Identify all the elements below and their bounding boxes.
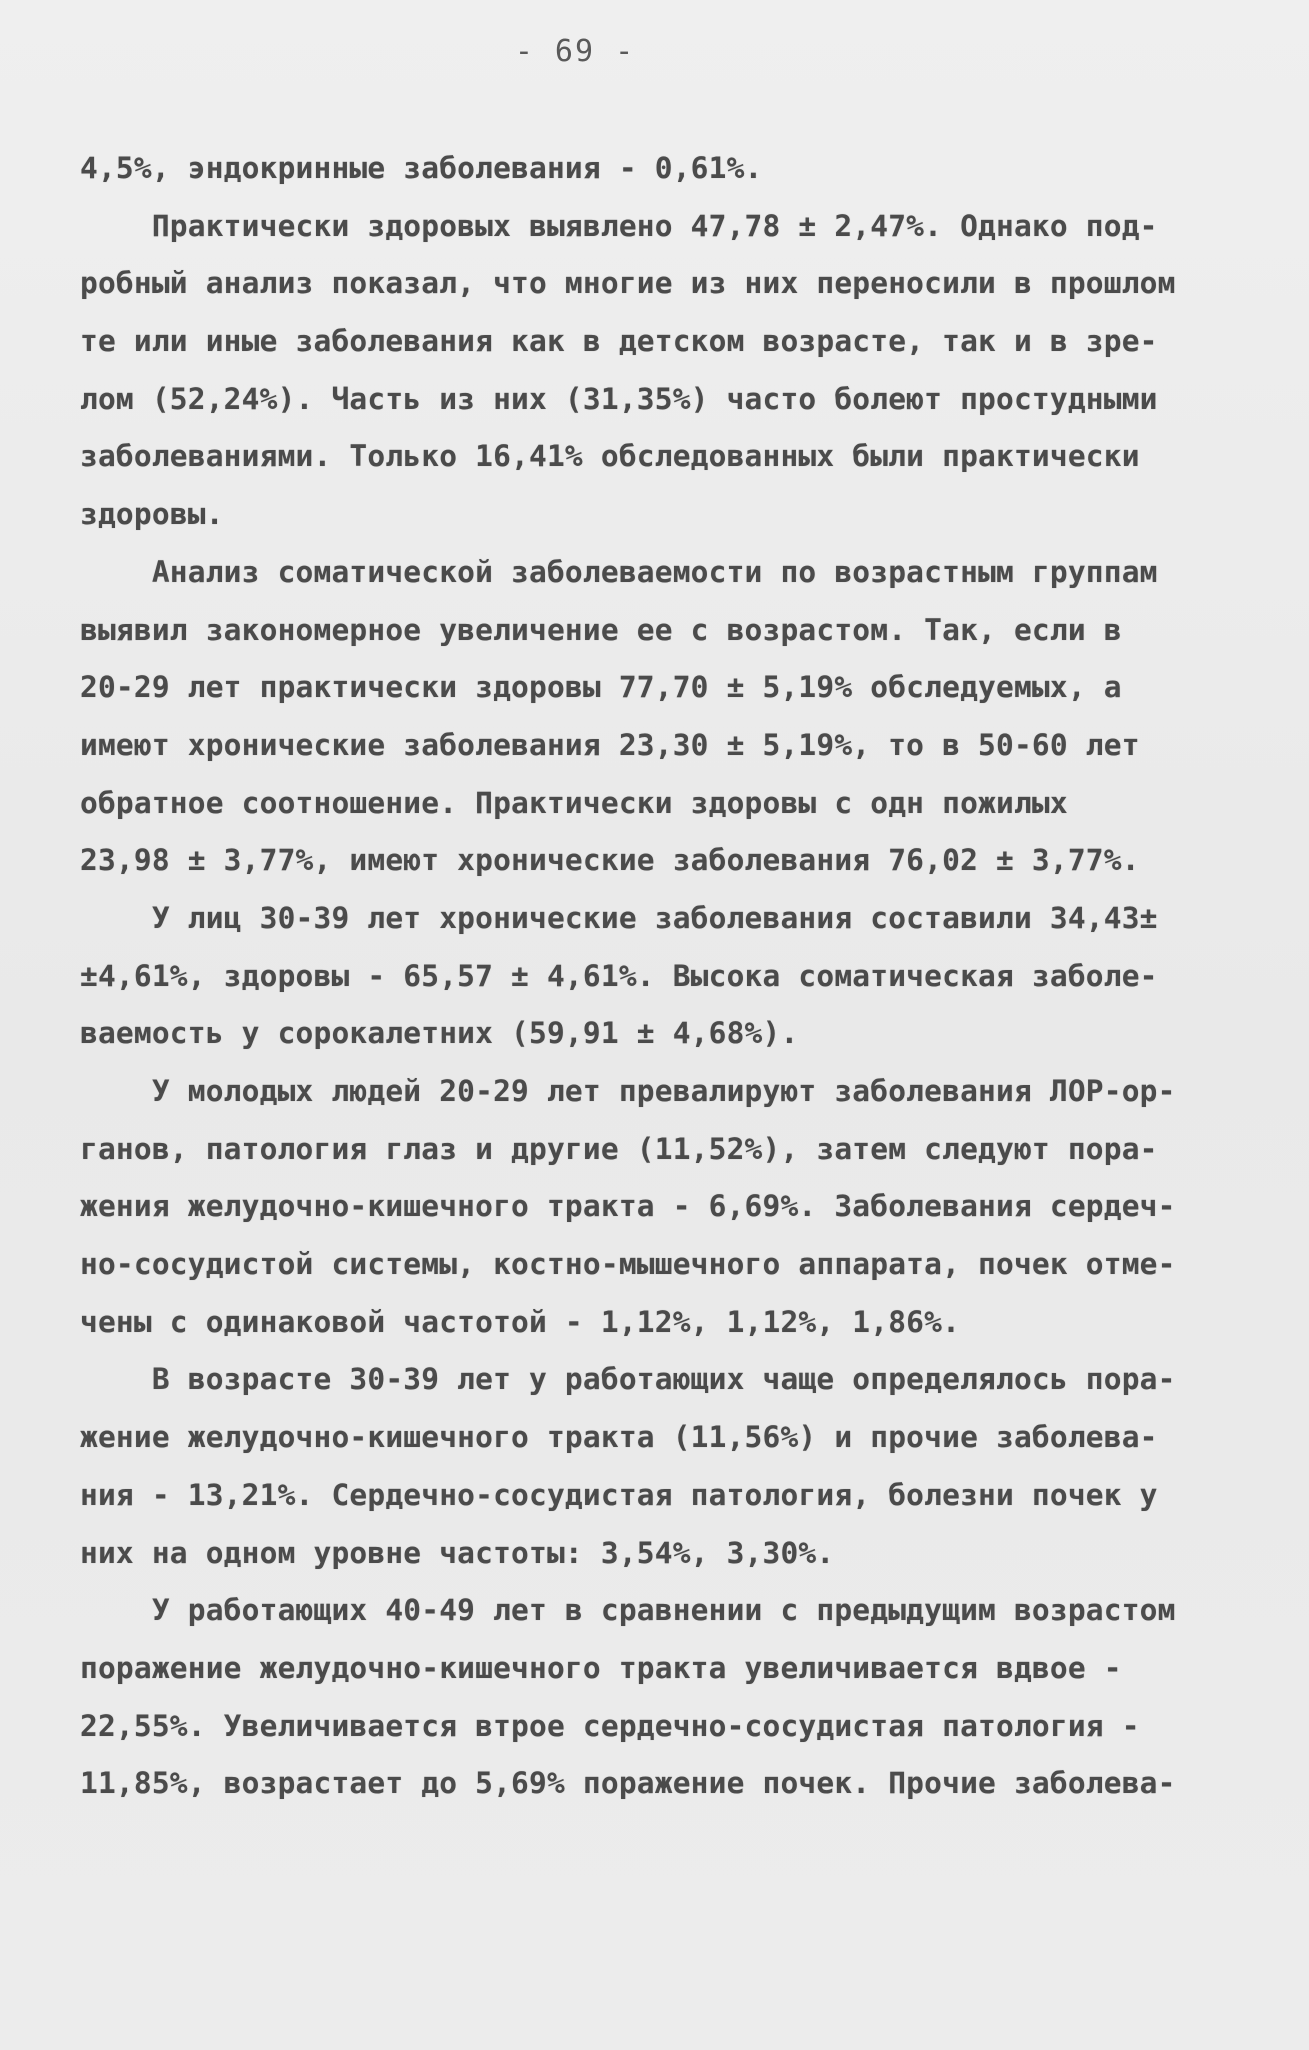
text-line: У молодых людей 20-29 лет превалируют заболевания ЛОР-ор- <box>80 1074 1176 1108</box>
text-line: 4,5%, эндокринные заболевания - 0,61%. <box>80 151 763 185</box>
text-line: ния - 13,21%. Сердечно-сосудистая патология, болезни почек у <box>80 1477 1158 1512</box>
text-line: робный анализ показал, что многие из них переносили в прошлом <box>80 266 1176 301</box>
text-line: но-сосудистой системы, костно-мышечного аппарата, почек отме- <box>80 1247 1176 1282</box>
text-line: ганов, патология глаз и другие (11,52%), затем следуют пора- <box>80 1131 1158 1166</box>
text-line: 20-29 лет практически здоровы 77,70 ± 5,19% обследуемых, а <box>80 670 1122 705</box>
text-line: лом (52,24%). Часть из них (31,35%) часто болеют простудными <box>80 381 1158 416</box>
text-line: У лиц 30-39 лет хронические заболевания составили 34,43± <box>80 900 1158 935</box>
text-line: поражение желудочно-кишечного тракта увеличивается вдвое - <box>80 1650 1122 1685</box>
text-line: жение желудочно-кишечного тракта (11,56%) и прочие заболева- <box>80 1420 1158 1455</box>
text-line: В возрасте 30-39 лет у работающих чаще определялось пора- <box>80 1362 1176 1397</box>
text-line: Практически здоровых выявлено 47,78 ± 2,47%. Однако под- <box>80 208 1158 243</box>
text-line: обратное соотношение. Практически здоровы с одн пожилых <box>80 785 1068 820</box>
text-line: У работающих 40-49 лет в сравнении с предыдущим возрастом <box>80 1593 1176 1628</box>
text-line: жения желудочно-кишечного тракта - 6,69%. Заболевания сердеч- <box>80 1189 1176 1224</box>
text-line: те или иные заболевания как в детском возрасте, так и в зре- <box>80 324 1158 359</box>
text-line: Анализ соматической заболеваемости по возрастным группам <box>80 554 1158 589</box>
text-line: выявил закономерное увеличение ее с возрастом. Так, если в <box>80 612 1122 647</box>
text-line: имеют хронические заболевания 23,30 ± 5,19%, то в 50-60 лет <box>80 727 1140 762</box>
page-number: - 69 - <box>514 34 636 69</box>
body-text <box>80 140 1230 1813</box>
text-line: 11,85%, возрастает до 5,69% поражение почек. Прочие заболева- <box>80 1766 1176 1801</box>
text-line: ±4,61%, здоровы - 65,57 ± 4,61%. Высока соматическая заболе- <box>80 958 1158 993</box>
text-line: них на одном уровне частоты: 3,54%, 3,30%. <box>80 1535 835 1570</box>
text-line: 23,98 ± 3,77%, имеют хронические заболевания 76,02 ± 3,77%. <box>80 843 1140 878</box>
text-line: здоровы. <box>80 497 224 532</box>
text-line: ваемость у сорокалетних (59,91 ± 4,68%). <box>80 1016 799 1051</box>
text-line: чены с одинаковой частотой - 1,12%, 1,12%, 1,86%. <box>80 1304 961 1339</box>
text-line: заболеваниями. Только 16,41% обследованных были практически <box>80 439 1140 474</box>
text-line: 22,55%. Увеличивается втрое сердечно-сосудистая патология - <box>80 1708 1140 1743</box>
